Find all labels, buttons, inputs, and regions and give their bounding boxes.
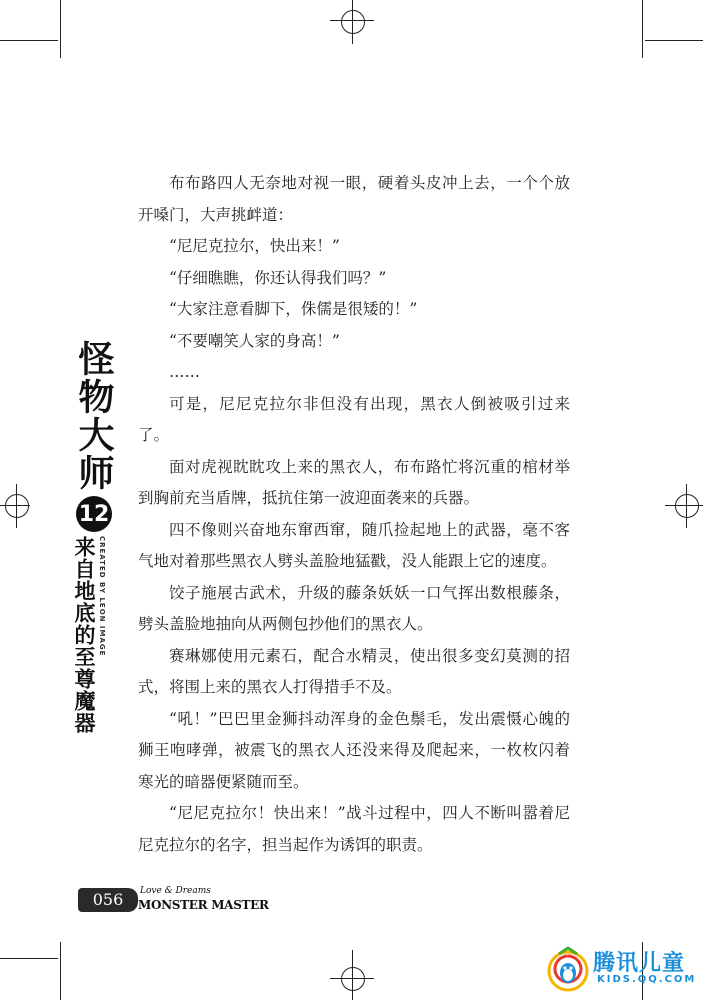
paragraph: “大家注意看脚下，侏儒是很矮的！” bbox=[169, 300, 418, 318]
footer-tagline: Love & Dreams bbox=[140, 886, 211, 896]
series-title: 怪物大师 bbox=[73, 340, 114, 492]
paragraph: 饺子施展古武术，升级的藤条妖妖一口气挥出数根藤条，劈头盖脸地抽向从两侧包抄他们的黑衣人。 bbox=[138, 583, 570, 633]
paragraph: 面对虎视眈眈攻上来的黑衣人，布布路忙将沉重的棺材举到胸前充当盾牌，抵抗住第一波迎面袭来的兵器。 bbox=[138, 457, 570, 507]
watermark-text: 腾讯儿童 bbox=[593, 951, 686, 976]
paragraph: “仔细瞧瞧，你还认得我们吗？” bbox=[169, 268, 387, 287]
book-subtitle: 来自地底的至尊魔器 bbox=[72, 536, 96, 734]
book-credit: CREATED BY LEON IMAGE bbox=[98, 536, 106, 657]
paragraph: “尼尼克拉尔！快出来！”战斗过程中，四人不断叫嚣着尼尼克拉尔的名字，担当起作为诱饵的职责。 bbox=[138, 804, 570, 854]
paragraph: 可是，尼尼克拉尔非但没有出现，黑衣人倒被吸引过来了。 bbox=[138, 394, 570, 444]
paragraph: …… bbox=[169, 363, 200, 381]
paragraph: “尼尼克拉尔，快出来！” bbox=[169, 237, 340, 255]
paragraph: 四不像则兴奋地东窜西窜，随爪捡起地上的武器，毫不客气地对着那些黑衣人劈头盖脸地猛戳，没人能跟上它的速度。 bbox=[138, 520, 570, 570]
volume-badge: 12 bbox=[76, 496, 112, 532]
body-text bbox=[138, 168, 570, 861]
book-title-block bbox=[72, 340, 120, 734]
watermark-url: KIDS.QQ.COM bbox=[597, 974, 697, 985]
page-number: 056 bbox=[78, 888, 138, 912]
footer-series-name: MONSTER MASTER bbox=[138, 898, 269, 912]
watermark bbox=[545, 944, 695, 994]
paragraph: 布布路四人无奈地对视一眼，硬着头皮冲上去，一个个放开嗓门，大声挑衅道： bbox=[138, 174, 570, 224]
paragraph: “吼！”巴巴里金狮抖动浑身的金色鬃毛，发出震慑心魄的狮王咆哮弹，被震飞的黑衣人还没来得及爬起来，一枚枚闪着寒光的暗器便紧随而至。 bbox=[138, 709, 570, 791]
paragraph: “不要嘲笑人家的身高！” bbox=[169, 331, 340, 350]
paragraph: 赛琳娜使用元素石，配合水精灵，使出很多变幻莫测的招式，将围上来的黑衣人打得措手不及。 bbox=[138, 646, 570, 696]
page-footer bbox=[78, 880, 378, 920]
subtitle-group bbox=[72, 536, 120, 734]
qq-penguin-icon bbox=[545, 946, 591, 992]
